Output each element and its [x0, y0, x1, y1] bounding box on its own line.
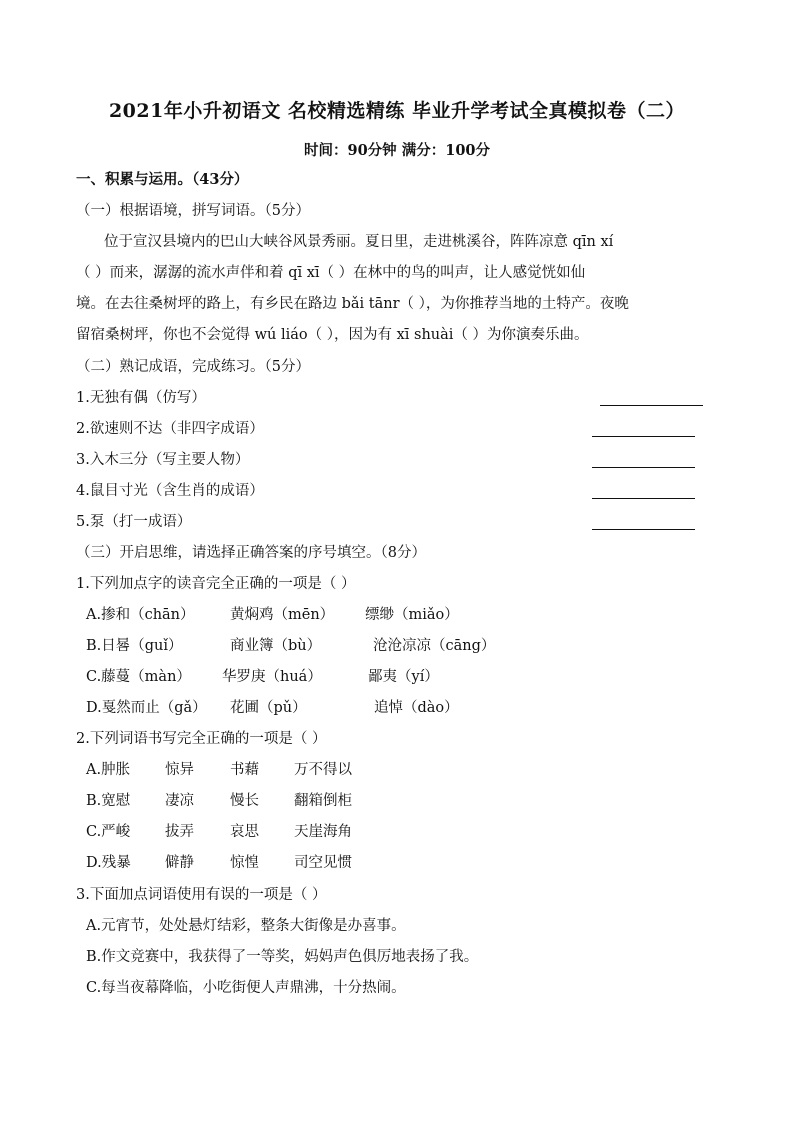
- q2-option-b-3: 慢长: [230, 793, 259, 809]
- q2-option-d-3: 惊惶: [230, 855, 259, 871]
- q2-option-c-4: 天崖海角: [294, 824, 352, 840]
- q2-option-a-4: 万不得以: [294, 762, 352, 778]
- idiom-item-4: 4.鼠目寸光（含生肖的成语）: [76, 483, 264, 499]
- q2-option-c-3: 哀思: [230, 824, 259, 840]
- passage-line-3: 境。在去往桑树坪的路上，有乡民在路边 bǎi tānr（ ），为你推荐当地的土特产。夜晚: [76, 296, 629, 312]
- q3-option-b: B.作文竞赛中，我获得了一等奖，妈妈声色俱厉地表扬了我。: [86, 949, 479, 965]
- q1-option-c-2: 华罗庚（huá）: [222, 669, 322, 685]
- exam-meta: 时间：90分钟 满分：100分: [304, 142, 490, 159]
- q1-option-b-2: 商业簿（bù）: [230, 638, 322, 654]
- question-1-stem: 1.下列加点字的读音完全正确的一项是（ ）: [76, 576, 356, 592]
- q2-option-b-4: 翻箱倒柜: [294, 793, 352, 809]
- part-3-heading: （三）开启思维，请选择正确答案的序号填空。（8分）: [76, 545, 426, 561]
- answer-blank-1[interactable]: [600, 405, 703, 406]
- q2-option-d-2: 僻静: [165, 855, 194, 871]
- q1-option-a-3: 缥缈（miǎo）: [365, 607, 459, 623]
- part-1-heading: （一）根据语境，拼写词语。（5分）: [76, 203, 310, 219]
- q1-option-d-1: D.戛然而止（gǎ）: [86, 700, 207, 716]
- answer-blank-5[interactable]: [592, 529, 695, 530]
- q2-option-d-1: D.残暴: [86, 855, 131, 871]
- q2-option-a-2: 惊异: [165, 762, 194, 778]
- q2-option-a-3: 书藉: [230, 762, 259, 778]
- q2-option-b-2: 凄凉: [165, 793, 194, 809]
- answer-blank-2[interactable]: [592, 436, 695, 437]
- q2-option-c-2: 拔弄: [165, 824, 194, 840]
- q3-option-c: C.每当夜幕降临，小吃街便人声鼎沸，十分热闹。: [86, 980, 406, 996]
- q1-option-b-3: 沧沧凉凉（cāng）: [373, 638, 496, 654]
- question-3-stem: 3.下面加点词语使用有误的一项是（ ）: [76, 887, 327, 903]
- part-2-heading: （二）熟记成语，完成练习。（5分）: [76, 359, 310, 375]
- passage-line-4: 留宿桑树坪，你也不会觉得 wú liáo（ ），因为有 xī shuài（ ）为你演奏乐曲。: [76, 327, 589, 343]
- page-title: 2021年小升初语文 名校精选精练 毕业升学考试全真模拟卷（二）: [108, 100, 686, 122]
- q1-option-c-3: 鄙夷（yí）: [368, 669, 439, 685]
- passage-line-2: （ ）而来，潺潺的流水声伴和着 qī xī（ ）在林中的鸟的叫声，让人感觉恍如仙: [76, 265, 586, 281]
- idiom-item-5: 5.泵（打一成语）: [76, 514, 192, 530]
- answer-blank-4[interactable]: [592, 498, 695, 499]
- q1-option-a-2: 黄焖鸡（mēn）: [230, 607, 335, 623]
- q3-option-a: A.元宵节，处处悬灯结彩，整条大街像是办喜事。: [86, 918, 406, 934]
- q1-option-c-1: C.藤蔓（màn）: [86, 669, 191, 685]
- idiom-item-2: 2.欲速则不达（非四字成语）: [76, 421, 264, 437]
- idiom-item-3: 3.入木三分（写主要人物）: [76, 452, 250, 468]
- q1-option-a-1: A.掺和（chān）: [86, 607, 195, 623]
- passage-line-1: 位于宣汉县境内的巴山大峡谷风景秀丽。夏日里，走进桃溪谷，阵阵凉意 qīn xí: [104, 234, 614, 250]
- q2-option-d-4: 司空见惯: [294, 855, 352, 871]
- q1-option-d-2: 花圃（pǔ）: [230, 700, 307, 716]
- q2-option-b-1: B.宽慰: [86, 793, 131, 809]
- idiom-item-1: 1.无独有偶（仿写）: [76, 390, 206, 406]
- q1-option-b-1: B.日晷（guǐ）: [86, 638, 183, 654]
- q2-option-c-1: C.严峻: [86, 824, 131, 840]
- answer-blank-3[interactable]: [592, 467, 695, 468]
- q2-option-a-1: A.肿胀: [86, 762, 131, 778]
- question-2-stem: 2.下列词语书写完全正确的一项是（ ）: [76, 731, 327, 747]
- q1-option-d-3: 追悼（dào）: [374, 700, 459, 716]
- section-1-heading: 一、积累与运用。（43分）: [76, 171, 249, 188]
